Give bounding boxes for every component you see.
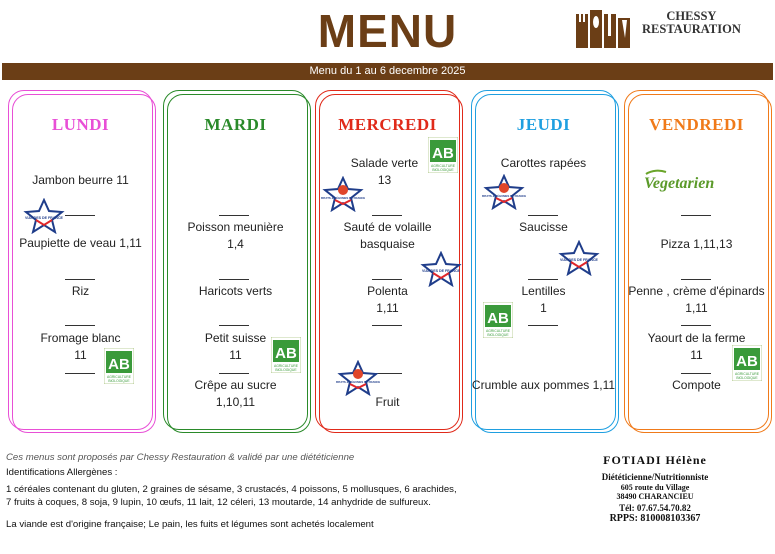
menu-item: Pizza 1,11,13 [660,237,733,251]
separator [65,325,95,326]
day-title: LUNDI [51,115,110,134]
menu-item: basquaise [360,237,415,251]
dietitian-name: FOTIADI Hélène [603,453,707,467]
svg-text:FRUITS & LÉGUMES DE FRANCE: FRUITS & LÉGUMES DE FRANCE [482,194,526,198]
viandes-de-france-icon [557,240,601,276]
dietitian-stamp [555,453,755,524]
day-title: MARDI [204,115,267,134]
separator [528,325,558,326]
menu-item: 13 [377,173,392,187]
viandes-de-france-icon [419,251,463,287]
menu-item: Lentilles [521,284,566,298]
dietitian-address: 38490 CHARANCIEU [616,492,694,501]
menu-item: Salade verte [350,156,419,170]
svg-text:BIOLOGIQUE: BIOLOGIQUE [108,379,130,383]
svg-text:FRUITS & LÉGUMES DE FRANCE: FRUITS & LÉGUMES DE FRANCE [321,196,365,200]
svg-text:BIOLOGIQUE: BIOLOGIQUE [275,368,297,372]
menu-item: Crêpe au sucre [194,378,277,392]
menu-item: 11 [74,348,87,362]
dietitian-address: 605 route du Village [620,483,690,492]
separator [372,325,402,326]
menu-item: Haricots verts [198,284,273,298]
menu-item: Yaourt de la ferme [647,331,746,345]
svg-text:AB: AB [736,353,758,370]
svg-text:VIANDES DE FRANCE: VIANDES DE FRANCE [422,269,460,273]
separator [372,279,402,280]
svg-text:AB: AB [487,310,509,327]
logo-line2: RESTAURATION [642,22,741,36]
ab-organic-icon [483,302,513,338]
footer-note: Ces menus sont proposés par Chessy Restauration & validé par une diététicienne [6,452,355,463]
fruits-legumes-de-france-icon [321,176,365,212]
restaurant-logo [570,6,770,50]
svg-text:AB: AB [108,356,130,373]
separator [219,215,249,216]
date-banner: Menu du 1 au 6 decembre 2025 [2,63,773,80]
page-title: MENU [317,5,458,57]
ab-organic-icon [271,337,301,373]
menu-item: Compote [672,378,721,392]
logo-text [642,10,741,36]
svg-text:AGRICULTURE: AGRICULTURE [430,164,456,168]
separator [372,215,402,216]
menu-item: 1 [540,301,547,315]
day-card-mardi [163,90,308,430]
svg-text:Vegetarien: Vegetarien [644,175,715,192]
svg-text:AGRICULTURE: AGRICULTURE [106,375,132,379]
separator [528,279,558,280]
origin-note: La viande est d'origine française; Le pain, les fuits et légumes sont achetés localement [6,519,374,530]
vegetarien-logo [640,168,740,194]
fruits-legumes-de-france-icon [482,174,526,210]
menu-item: Petit suisse [204,331,267,345]
svg-text:AGRICULTURE: AGRICULTURE [273,364,299,368]
separator [65,373,95,374]
svg-text:AB: AB [432,145,454,162]
menu-item: Poisson meunière [187,220,284,234]
menu-item: 11 [229,348,242,362]
menu-item: Jambon beurre 11 [32,173,129,187]
fruits-legumes-de-france-icon [336,360,380,396]
day-title: VENDREDI [649,115,744,134]
menu-item: Fromage blanc [40,331,121,345]
allergen-title: Identifications Allergènes : [6,467,118,478]
svg-text:AB: AB [275,345,297,362]
menu-item: Paupiette de veau 1,11 [19,236,142,250]
svg-text:BIOLOGIQUE: BIOLOGIQUE [487,333,509,337]
menu-item: Crumble aux pommes 1,11 [471,378,616,392]
svg-text:BIOLOGIQUE: BIOLOGIQUE [432,168,454,172]
separator [681,373,711,374]
separator [65,215,95,216]
menu-item: Penne , crème d'épinards [628,284,765,298]
dietitian-role: Diététicienne/Nutritionniste [601,472,709,482]
svg-text:VIANDES DE FRANCE: VIANDES DE FRANCE [25,216,63,220]
separator [65,279,95,280]
menu-item: 1,10,11 [215,395,256,409]
svg-text:AGRICULTURE: AGRICULTURE [485,329,511,333]
separator [681,279,711,280]
cutlery-logo-icon [570,6,640,50]
separator [681,215,711,216]
separator [681,325,711,326]
separator [219,279,249,280]
menu-item: Polenta [367,284,408,298]
day-title: MERCREDI [338,115,437,134]
ab-organic-icon [104,348,134,384]
allergen-line: 7 fruits à coques, 8 soja, 9 lupin, 10 œufs, 11 lait, 12 céleri, 13 moutarde, 14 anhydride de sulfureux. [6,497,431,508]
separator [528,215,558,216]
menu-item: Carottes rapées [500,156,587,170]
menu-item: Sauté de volaille [343,220,432,234]
menu-item: 1,11 [685,301,708,315]
svg-text:FRUITS & LÉGUMES DE FRANCE: FRUITS & LÉGUMES DE FRANCE [336,380,380,384]
svg-text:AGRICULTURE: AGRICULTURE [734,372,760,376]
ab-organic-icon [428,137,458,173]
dietitian-phone: Tél: 07.67.54.70.82 [619,503,691,513]
menu-item: Saucisse [519,220,568,234]
allergen-line: 1 céréales contenant du gluten, 2 graines de sésame, 3 crustacés, 4 poissons, 5 mollusques, 6 arachides, [6,484,457,495]
day-title: JEUDI [516,115,571,134]
svg-text:BIOLOGIQUE: BIOLOGIQUE [736,376,758,380]
menu-item: 1,11 [376,301,399,315]
menu-item: Riz [71,284,90,298]
menu-item: 11 [690,348,703,362]
dietitian-rpps: RPPS: 810008103367 [609,513,701,524]
separator [219,373,249,374]
svg-text:VIANDES DE FRANCE: VIANDES DE FRANCE [560,258,598,262]
ab-organic-icon [732,345,762,381]
separator [219,325,249,326]
logo-line1: CHESSY [666,9,717,23]
viandes-de-france-icon [22,198,66,234]
menu-item: 1,4 [227,237,244,251]
card-border [12,94,156,433]
menu-item: Fruit [375,395,400,409]
